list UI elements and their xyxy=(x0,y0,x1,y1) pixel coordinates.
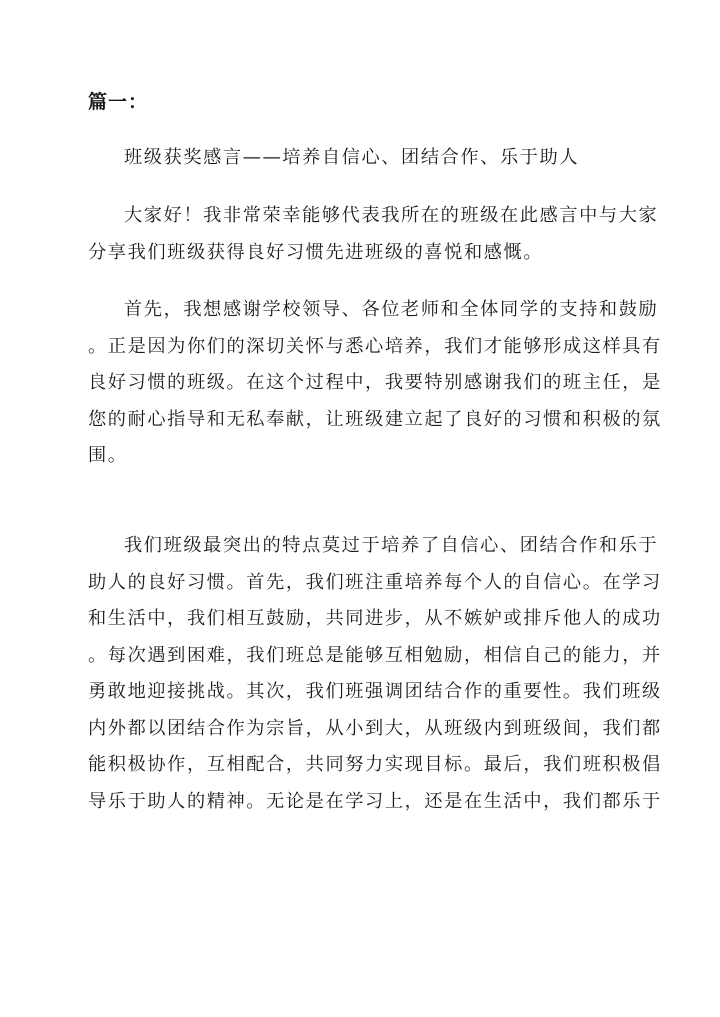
paragraph-line: 。每次遇到困难，我们班总是能够互相勉励，相信自己的能力，并 xyxy=(88,644,662,666)
paragraph-greeting xyxy=(88,198,659,271)
paragraph-line: 导乐于助人的精神。无论是在学习上，还是在生活中，我们都乐于 xyxy=(88,790,662,812)
paragraph-line: 首先，我想感谢学校领导、各位老师和全体同学的支持和鼓励 xyxy=(124,299,659,320)
paragraph-line: 您的耐心指导和无私奉献，让班级建立起了良好的习惯和积极的氛 xyxy=(88,408,662,430)
paragraph-line: 助人的良好习惯。首先，我们班注重培养每个人的自信心。在学习 xyxy=(88,571,662,593)
paragraph-line: 能积极协作，互相配合，共同努力实现目标。最后，我们班积极倡 xyxy=(88,754,662,775)
paragraph-line: 。正是因为你们的深切关怀与悉心培养，我们才能够形成这样具有 xyxy=(88,335,662,357)
paragraph-thanks xyxy=(88,292,662,475)
paragraph-line: 分享我们班级获得良好习惯先进班级的喜悦和感慨。 xyxy=(88,241,544,263)
paragraph-line: 良好习惯的班级。在这个过程中，我要特别感谢我们的班主任，是 xyxy=(88,372,662,393)
section-heading: 篇一： xyxy=(88,91,149,113)
paragraph-line: 大家好！我非常荣幸能够代表我所在的班级在此感言中与大家 xyxy=(124,205,659,226)
paragraph-line: 内外都以团结合作为宗旨，从小到大，从班级内到班级间，我们都 xyxy=(88,717,662,739)
speech-title-text: 班级获奖感言——培养自信心、团结合作、乐于助人 xyxy=(124,147,580,168)
paragraph-line: 勇敢地迎接挑战。其次，我们班强调团结合作的重要性。我们班级 xyxy=(88,681,662,702)
paragraph-line: 和生活中，我们相互鼓励，共同进步，从不嫉妒或排斥他人的成功 xyxy=(88,608,662,629)
paragraph-features xyxy=(88,528,662,820)
speech-title xyxy=(88,140,634,177)
paragraph-line: 我们班级最突出的特点莫过于培养了自信心、团结合作和乐于 xyxy=(124,535,659,556)
paragraph-line: 围。 xyxy=(88,445,128,466)
